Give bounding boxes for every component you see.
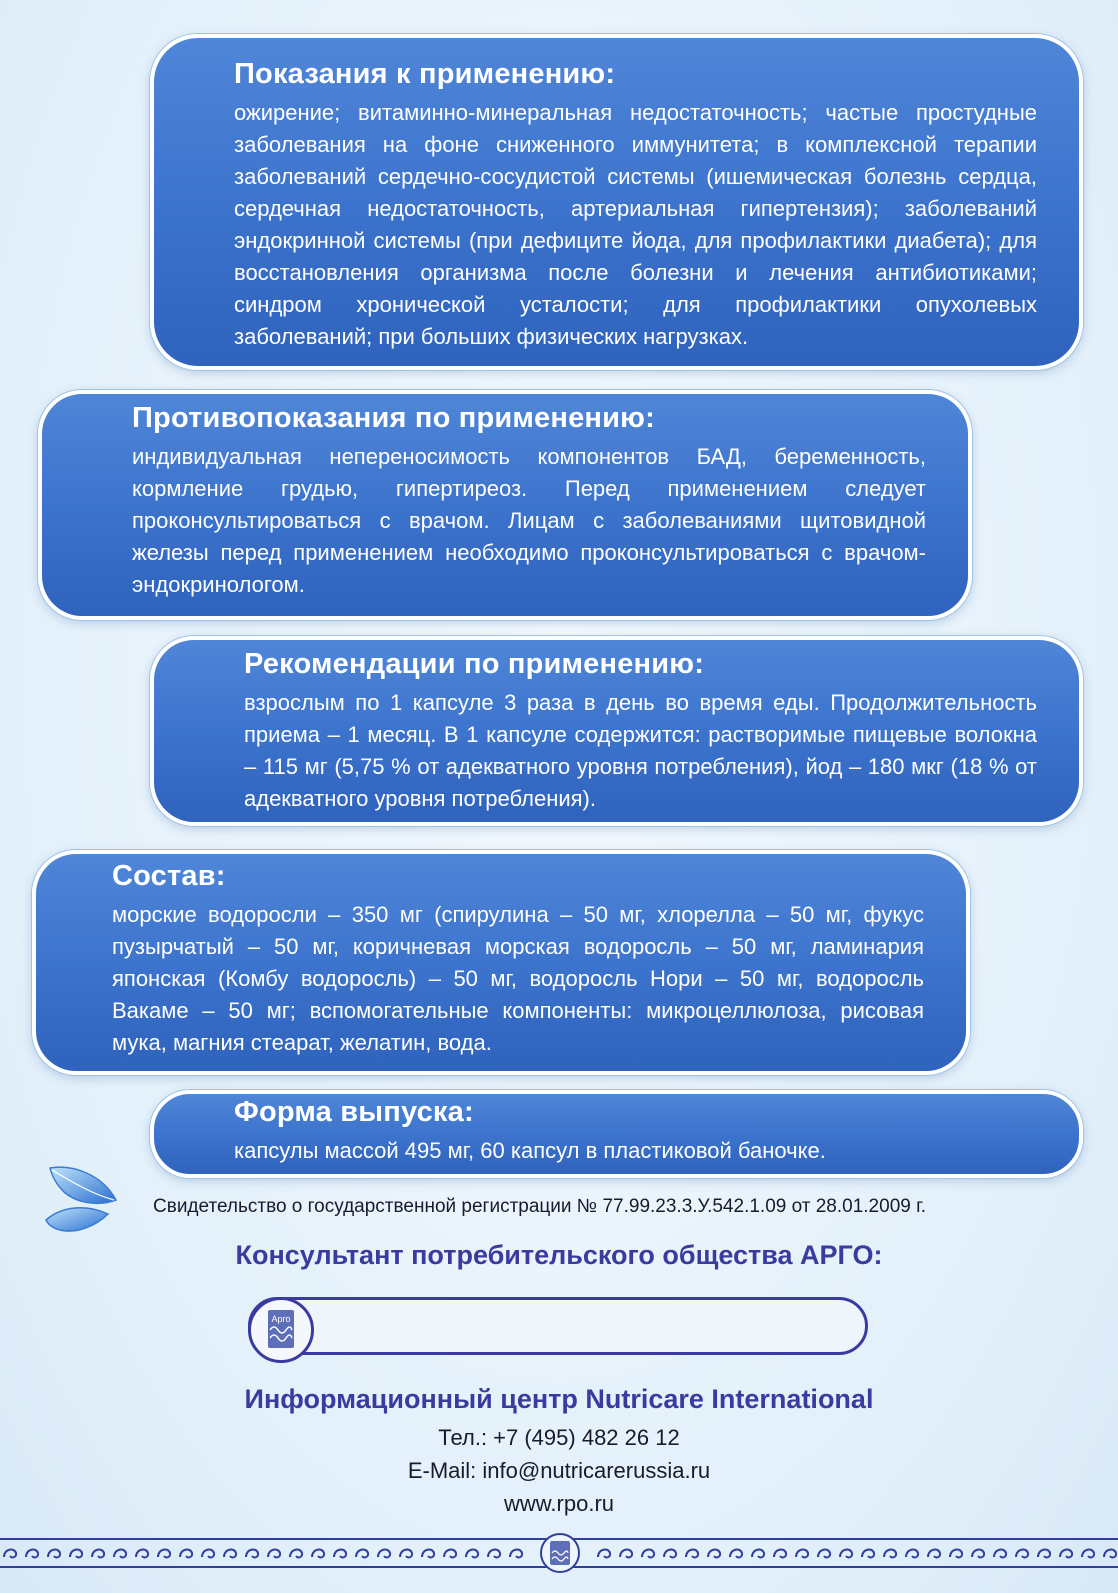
wave-scroll xyxy=(312,1550,324,1558)
wave-scroll xyxy=(906,1550,918,1558)
info-phone: Тел.: +7 (495) 482 26 12 xyxy=(438,1425,680,1450)
recommendations-text: взрослым по 1 капсуле 3 раза в день во время еды. Продолжительность приема – 1 месяц. В 1 капсуле содержится: растворимые пищевые волокна – 115 мг (5,75 % от адекватного уровня потребления), йод – 180 мкг (18 % от адекватного уровня потребления). xyxy=(244,690,1037,811)
wave-scroll xyxy=(400,1550,412,1558)
release-form-heading: Форма выпуска: xyxy=(234,1096,474,1128)
wave-scroll xyxy=(1038,1550,1050,1558)
wave-scroll xyxy=(730,1550,742,1558)
wave-scroll xyxy=(224,1550,236,1558)
wave-scroll xyxy=(114,1550,126,1558)
consultant-name-field xyxy=(248,1297,868,1355)
wave-scroll xyxy=(664,1550,676,1558)
indications-text: ожирение; витаминно-минеральная недостаточность; частые простудные заболевания на фоне сниженного иммунитета; в комплексной терапии заболеваний сердечно-сосудистой системы (ишемическая болезнь сердца, сердечная недостаточность, артериальная гипертензия); заболеваний эндокринной системы (при дефиците йода, для профилактики диабета); для восстановления организма после болезни и лечения антибиотиками; синдром хронической усталости; для профилактики опухолевых заболеваний; при больших физических нагрузках. xyxy=(234,100,1037,349)
wave-scroll xyxy=(202,1550,214,1558)
info-email[interactable]: E-Mail: info@nutricarerussia.ru xyxy=(407,1458,711,1483)
composition-heading: Состав: xyxy=(112,860,226,892)
wave-scroll xyxy=(1104,1550,1116,1558)
wave-scroll xyxy=(708,1550,720,1558)
composition-text: морские водоросли – 350 мг (спирулина – 50 мг, хлорелла – 50 мг, фукус пузырчатый – 50 мг, коричневая морская водоросль – 50 мг, ламинария японская (Комбу водоросль) – 50 мг, водоросль Нори – 50 мг, водоросль Вакаме – 50 мг; вспомогательные компоненты: микроцеллюлоза, рисовая мука, магния стеарат, желатин, вода. xyxy=(112,902,924,1055)
wave-scroll xyxy=(26,1550,38,1558)
wave-scroll xyxy=(422,1550,434,1558)
wave-scroll xyxy=(466,1550,478,1558)
wave-scroll xyxy=(1060,1550,1072,1558)
registration-certificate: Свидетельство о государственной регистрации № 77.99.23.3.У.542.1.09 от 28.01.2009 г. xyxy=(153,1196,926,1217)
wave-scroll xyxy=(158,1550,170,1558)
wave-scroll xyxy=(994,1550,1006,1558)
wave-scroll xyxy=(4,1550,16,1558)
wave-scroll xyxy=(928,1550,940,1558)
consultant-title: Консультант потребительского общества АРГО: xyxy=(235,1240,883,1270)
wave-scroll xyxy=(356,1550,368,1558)
wave-scroll xyxy=(70,1550,82,1558)
wave-scroll xyxy=(862,1550,874,1558)
wave-scroll xyxy=(268,1550,280,1558)
wave-scroll xyxy=(488,1550,500,1558)
wave-scroll xyxy=(510,1550,522,1558)
wave-scroll xyxy=(444,1550,456,1558)
wave-scroll xyxy=(642,1550,654,1558)
wave-scroll xyxy=(840,1550,852,1558)
wave-scroll xyxy=(884,1550,896,1558)
wave-border-ornament xyxy=(0,1533,1118,1573)
indications-panel xyxy=(150,34,1083,370)
wave-scroll xyxy=(818,1550,830,1558)
wave-scroll xyxy=(334,1550,346,1558)
wave-scroll xyxy=(620,1550,632,1558)
contraindications-panel xyxy=(38,390,972,620)
wave-scroll xyxy=(246,1550,258,1558)
argo-logo-icon xyxy=(248,1297,314,1363)
contraindications-text: индивидуальная непереносимость компонентов БАД, беременность, кормление грудью, гипертиреоз. Перед применением следует проконсультироваться с врачом. Лицам с заболеваниями щитовидной железы перед применением необходимо проконсультироваться с врачом-эндокринологом. xyxy=(132,444,926,597)
wave-scroll xyxy=(378,1550,390,1558)
wave-scroll xyxy=(180,1550,192,1558)
wave-scroll xyxy=(290,1550,302,1558)
wave-scroll xyxy=(950,1550,962,1558)
release-form-panel xyxy=(150,1090,1083,1178)
info-website[interactable]: www.rpo.ru xyxy=(503,1491,615,1516)
leaf-logo-icon xyxy=(42,1160,124,1240)
wave-scroll xyxy=(136,1550,148,1558)
info-center-title: Информационный центр Nutricare International xyxy=(244,1384,874,1414)
recommendations-heading: Рекомендации по применению: xyxy=(244,648,705,680)
wave-scroll xyxy=(598,1550,610,1558)
wave-scroll xyxy=(796,1550,808,1558)
composition-panel xyxy=(32,850,970,1075)
wave-scroll xyxy=(972,1550,984,1558)
wave-scroll xyxy=(92,1550,104,1558)
recommendations-panel xyxy=(150,636,1083,826)
release-form-text: капсулы массой 495 мг, 60 капсул в пластиковой баночке. xyxy=(234,1138,826,1163)
wave-scroll xyxy=(48,1550,60,1558)
wave-scroll xyxy=(686,1550,698,1558)
wave-scroll xyxy=(774,1550,786,1558)
svg-text:Арго: Арго xyxy=(271,1314,291,1324)
wave-scroll xyxy=(1082,1550,1094,1558)
indications-heading: Показания к применению: xyxy=(234,58,616,90)
contraindications-heading: Противопоказания по применению: xyxy=(132,402,655,434)
wave-scroll xyxy=(752,1550,764,1558)
wave-scroll xyxy=(1016,1550,1028,1558)
